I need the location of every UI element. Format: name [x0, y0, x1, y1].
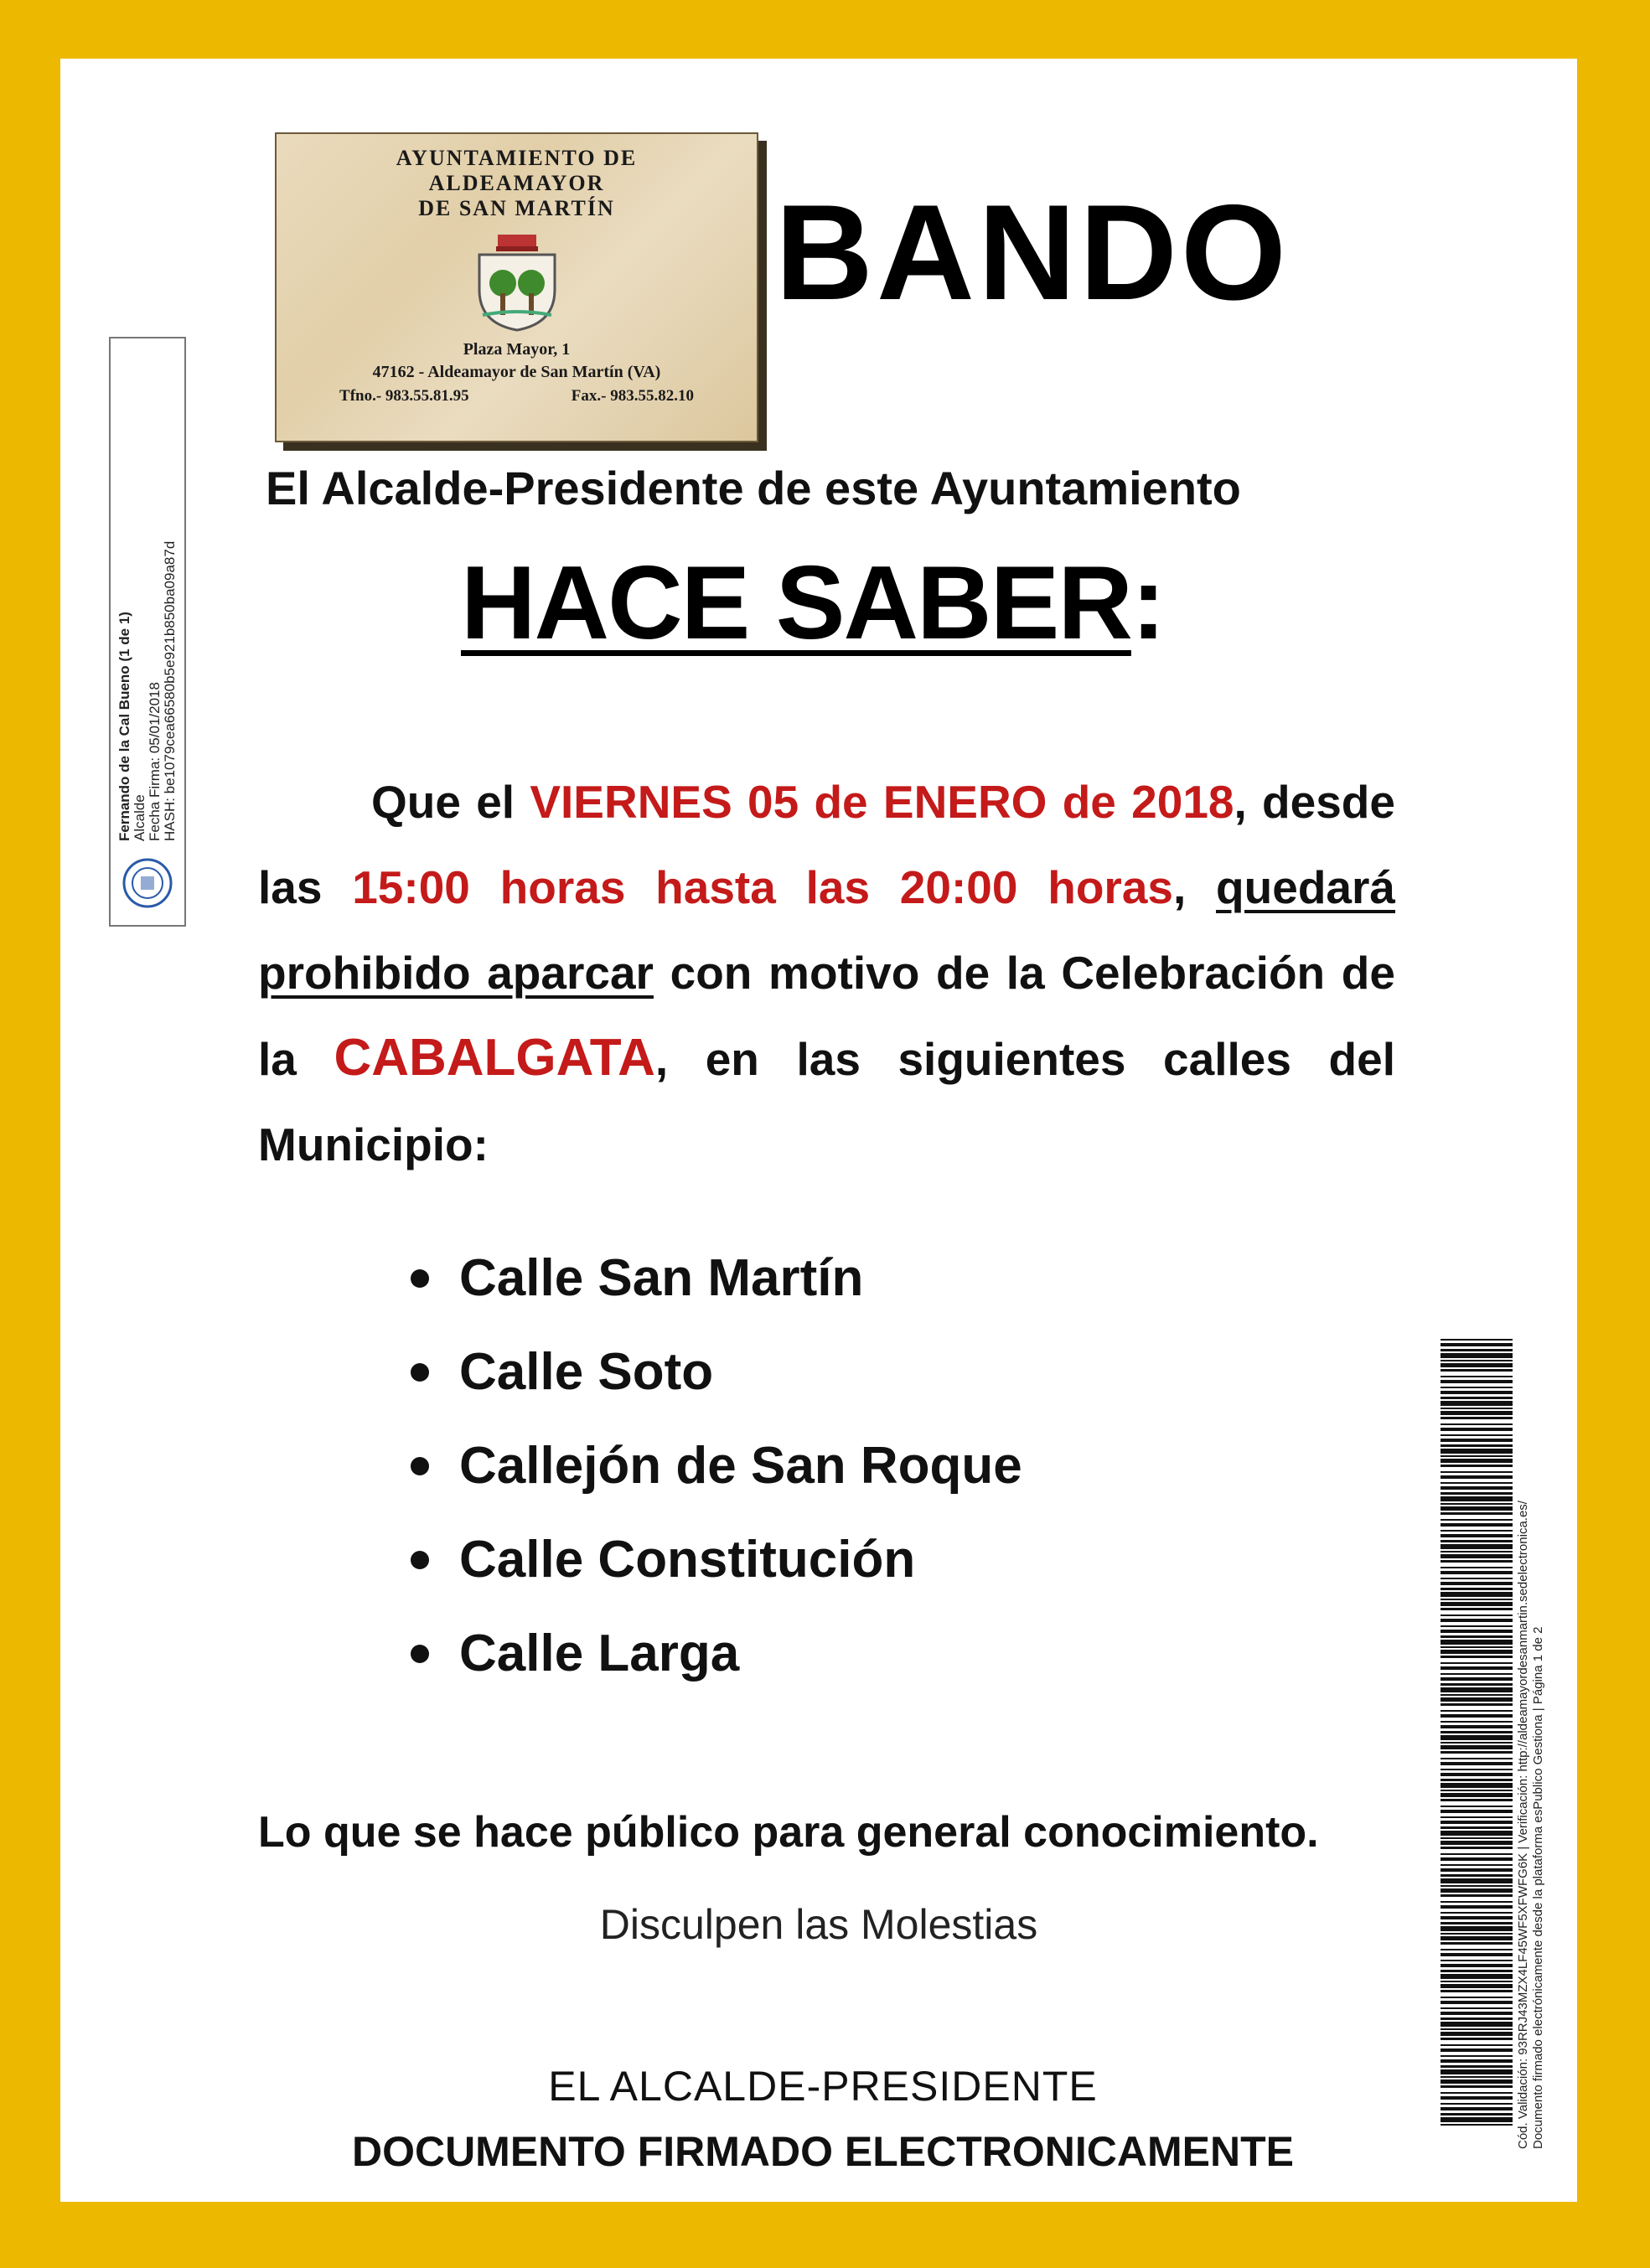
stamp-signer: Fernando de la Cal Bueno (1 de 1) [116, 612, 132, 841]
list-item [411, 1513, 1022, 1607]
street-name: Calle Soto [459, 1343, 714, 1401]
coat-of-arms-icon [471, 231, 563, 332]
closing-statement: Lo que se hace público para general conocimiento. [258, 1808, 1319, 1857]
stamp-position: Alcalde [132, 794, 147, 841]
document-page [60, 59, 1577, 2202]
validation-line-2: Documento firmado electrónicamente desde la plataforma esPublico Gestiona | Página 1 de 2 [1531, 1626, 1545, 2149]
seal-contacts [277, 387, 757, 406]
seal-phone: Tfno.- 983.55.81.95 [339, 387, 469, 405]
seal-address-city: 47162 - Aldeamayor de San Martín (VA) [372, 363, 661, 381]
street-name: Calle San Martín [459, 1249, 864, 1307]
seal-fax: Fax.- 983.55.82.10 [571, 387, 694, 405]
body-text-3: , [1173, 861, 1217, 913]
stamp-text [117, 338, 191, 841]
seal-line-1: AYUNTAMIENTO DE [396, 146, 638, 170]
street-name: Calle Larga [459, 1625, 740, 1682]
announcement-body [258, 759, 1395, 1187]
list-item [411, 1325, 1022, 1419]
street-name: Callejón de San Roque [459, 1437, 1022, 1495]
town-hall-seal [275, 132, 758, 442]
list-item [411, 1419, 1022, 1513]
hace-saber-text: HACE SABER [461, 545, 1131, 661]
apology-line: Disculpen las Molestias [599, 1901, 1038, 1948]
hace-saber-heading [461, 545, 1299, 662]
seal-line-2: ALDEAMAYOR [428, 171, 605, 195]
seal-line-3: DE SAN MARTÍN [418, 196, 615, 220]
intro-line: El Alcalde-Presidente de este Ayuntamiento [266, 462, 1241, 514]
signature-role: EL ALCALDE-PRESIDENTE [548, 2063, 1098, 2110]
bullet-icon [411, 1551, 429, 1569]
barcode-icon [1441, 1339, 1513, 2126]
event-name: CABALGATA [334, 1029, 655, 1087]
bullet-icon [411, 1645, 429, 1663]
signature-note: DOCUMENTO FIRMADO ELECTRONICAMENTE [351, 2128, 1295, 2175]
list-item [411, 1607, 1022, 1701]
seal-address-street: Plaza Mayor, 1 [463, 340, 571, 359]
parking-prohibition: quedará prohibido aparcar [258, 861, 1396, 999]
body-text-2: , desde las [258, 776, 1395, 913]
streets-list [411, 1232, 1022, 1701]
electronic-signature-stamp [109, 337, 186, 927]
body-text-4: con motivo de la Celebración de la [258, 947, 1395, 1085]
document-title: BANDO [775, 177, 1290, 328]
stamp-date: Fecha Firma: 05/01/2018 [147, 682, 163, 841]
bullet-icon [411, 1363, 429, 1382]
street-name: Calle Constitución [459, 1531, 916, 1589]
bullet-icon [411, 1457, 429, 1475]
validation-text [1516, 1345, 1549, 2149]
stamp-hash: HASH: be1079cea66580b5e921b850ba09a87d [162, 540, 178, 841]
body-text-1: Que el [371, 776, 530, 828]
hace-saber-colon: : [1130, 545, 1165, 661]
event-date: VIERNES 05 de ENERO de 2018 [530, 776, 1234, 828]
event-hours: 15:00 horas hasta las 20:00 horas [352, 861, 1173, 913]
validation-line-1: Cód. Validación: 93RRJ43MZX4LF45WF5XFWFG6K | Verificación: http://aldeamayordesanmartin.sedelectronica.es/ [1516, 1501, 1530, 2149]
list-item [411, 1232, 1022, 1325]
official-seal-icon [121, 856, 174, 910]
body-text-5: , en las siguientes calles del Municipio: [258, 1033, 1395, 1170]
bullet-icon [411, 1269, 429, 1288]
